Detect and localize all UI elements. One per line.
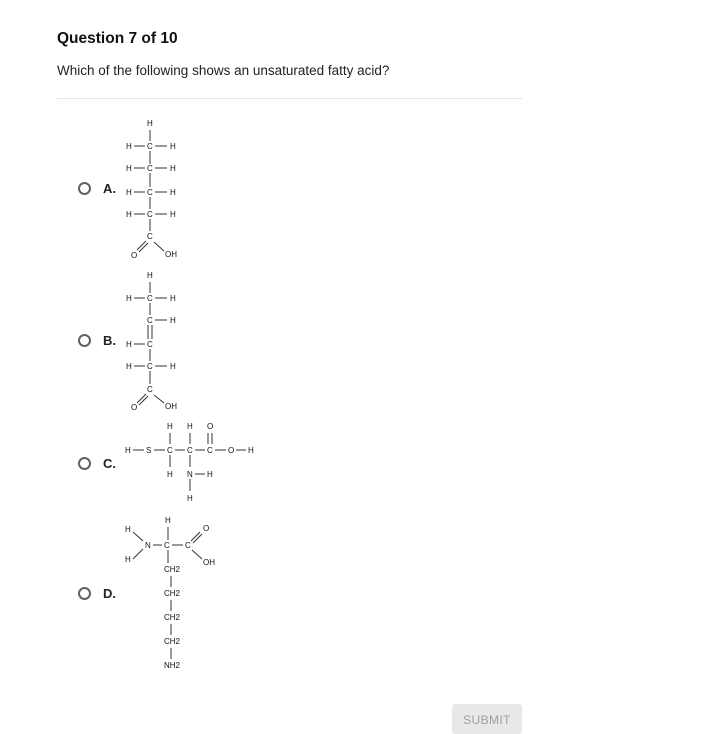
atom: C: [147, 188, 153, 197]
atom: H: [170, 210, 176, 219]
atom: C: [164, 541, 170, 550]
atom: OH: [165, 402, 177, 411]
atom: C: [147, 340, 153, 349]
atom: C: [147, 164, 153, 173]
option-c-label: C.: [103, 455, 116, 471]
atom: C: [147, 142, 153, 151]
atom: C: [147, 210, 153, 219]
atom: C: [207, 446, 213, 455]
atom: S: [146, 446, 152, 455]
atom: H: [147, 119, 153, 128]
atom: H: [126, 188, 132, 197]
option-a-label: A.: [103, 180, 116, 196]
atom: H: [187, 494, 193, 503]
atom: CH2: [164, 565, 181, 574]
atom: C: [185, 541, 191, 550]
atom: O: [131, 403, 138, 412]
atom: H: [126, 210, 132, 219]
option-d-label: D.: [103, 585, 116, 601]
atom: CH2: [164, 613, 181, 622]
atom: H: [125, 446, 131, 455]
atom: H: [170, 164, 176, 173]
atom: OH: [165, 250, 177, 259]
atom: H: [125, 555, 131, 564]
atom: H: [167, 470, 173, 479]
atom: N: [187, 470, 193, 479]
atom: H: [170, 188, 176, 197]
atom: O: [207, 422, 214, 431]
atom: CH2: [164, 637, 181, 646]
atom: C: [147, 316, 153, 325]
atom: N: [145, 541, 151, 550]
question-title: Question 7 of 10: [57, 30, 178, 47]
atom: H: [165, 516, 171, 525]
atom: H: [248, 446, 254, 455]
atom: C: [147, 362, 153, 371]
atom: C: [147, 294, 153, 303]
atom: H: [170, 294, 176, 303]
atom: H: [126, 142, 132, 151]
atom: H: [126, 340, 132, 349]
structure-d-atoms: [125, 516, 215, 670]
atom: H: [125, 525, 131, 534]
atom: O: [131, 251, 138, 260]
atom: H: [207, 470, 213, 479]
submit-button[interactable]: SUBMIT: [452, 704, 522, 734]
atom: H: [167, 422, 173, 431]
atom: C: [187, 446, 193, 455]
atom: OH: [203, 558, 215, 567]
atom: H: [126, 362, 132, 371]
option-b-label: B.: [103, 332, 116, 348]
atom: C: [147, 232, 153, 241]
question-prompt: Which of the following shows an unsaturated fatty acid?: [57, 63, 390, 78]
atom: C: [147, 385, 153, 394]
atom: CH2: [164, 589, 181, 598]
atom: C: [167, 446, 173, 455]
atom: H: [187, 422, 193, 431]
atom: H: [126, 164, 132, 173]
atom: NH2: [164, 661, 181, 670]
atom: H: [147, 271, 153, 280]
atom: H: [170, 316, 176, 325]
atom: O: [228, 446, 235, 455]
atom: H: [170, 142, 176, 151]
atom: H: [170, 362, 176, 371]
atom: O: [203, 524, 210, 533]
atom: H: [126, 294, 132, 303]
